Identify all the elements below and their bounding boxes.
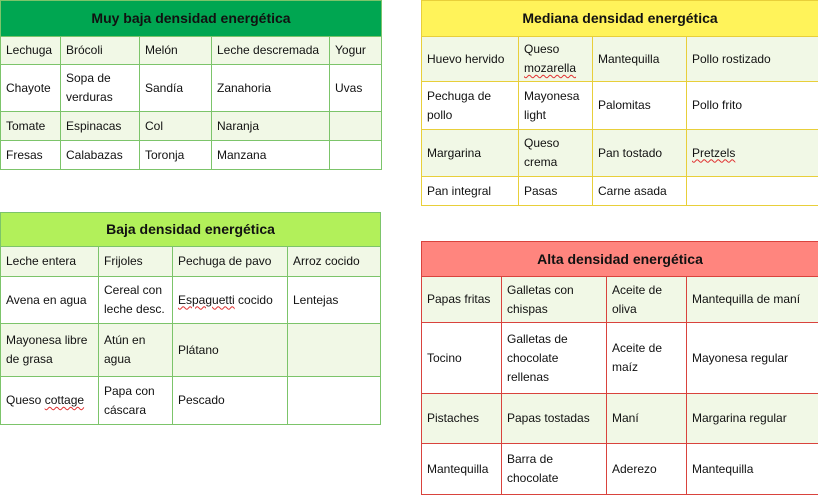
table-cell: Huevo hervido bbox=[422, 37, 519, 82]
table-cell: Pasas bbox=[519, 177, 593, 206]
table-row bbox=[422, 394, 818, 444]
table-row bbox=[422, 277, 818, 323]
table-row bbox=[1, 324, 381, 377]
table-cell bbox=[288, 324, 381, 377]
table-cell: Mayonesa regular bbox=[687, 323, 818, 394]
table-cell: Pollo rostizado bbox=[687, 37, 818, 82]
table-cell bbox=[330, 112, 382, 141]
table-cell: Aceite de oliva bbox=[607, 277, 687, 323]
table-title: Mediana densidad energética bbox=[422, 1, 818, 37]
table-alta-densidad bbox=[421, 241, 818, 495]
table-cell: Sandía bbox=[140, 65, 212, 112]
table-cell: Leche entera bbox=[1, 247, 99, 277]
table-cell: Cereal con leche desc. bbox=[99, 277, 173, 324]
table-muy-baja-densidad bbox=[0, 0, 382, 170]
table-cell bbox=[288, 377, 381, 425]
table-cell: Calabazas bbox=[61, 141, 140, 170]
table-cell: Pescado bbox=[173, 377, 288, 425]
table-row bbox=[422, 82, 818, 130]
table-cell: Col bbox=[140, 112, 212, 141]
table-cell: Papas tostadas bbox=[502, 394, 607, 444]
table-cell: Mayonesa libre de grasa bbox=[1, 324, 99, 377]
table-cell: Melón bbox=[140, 37, 212, 65]
table-row bbox=[422, 130, 818, 177]
table-row bbox=[1, 112, 382, 141]
table-cell: Mantequilla bbox=[422, 444, 502, 495]
table-cell: Plátano bbox=[173, 324, 288, 377]
table-row bbox=[1, 377, 381, 425]
table-cell: Espaguetti cocido bbox=[173, 277, 288, 324]
table-cell: Margarina regular bbox=[687, 394, 818, 444]
table-cell: Frijoles bbox=[99, 247, 173, 277]
table-cell: Zanahoria bbox=[212, 65, 330, 112]
table-cell: Galletas de chocolate rellenas bbox=[502, 323, 607, 394]
table-cell: Pistaches bbox=[422, 394, 502, 444]
table-cell: Mantequilla de maní bbox=[687, 277, 818, 323]
table-row bbox=[1, 247, 381, 277]
table-cell: Manzana bbox=[212, 141, 330, 170]
table-row bbox=[422, 323, 818, 394]
table-cell bbox=[687, 177, 818, 206]
table-cell: Fresas bbox=[1, 141, 61, 170]
table-cell: Yogur bbox=[330, 37, 382, 65]
table-cell: Queso cottage bbox=[1, 377, 99, 425]
table-title: Baja densidad energética bbox=[1, 213, 381, 247]
table-cell: Queso mozarella bbox=[519, 37, 593, 82]
table-cell: Mantequilla bbox=[687, 444, 818, 495]
table-cell: Pechuga de pavo bbox=[173, 247, 288, 277]
table-cell: Sopa de verduras bbox=[61, 65, 140, 112]
table-cell: Brócoli bbox=[61, 37, 140, 65]
table-cell: Chayote bbox=[1, 65, 61, 112]
table-cell: Barra de chocolate bbox=[502, 444, 607, 495]
table-cell: Queso crema bbox=[519, 130, 593, 177]
table-row bbox=[422, 37, 818, 82]
table-row bbox=[1, 37, 382, 65]
table-cell: Lentejas bbox=[288, 277, 381, 324]
table-cell: Tocino bbox=[422, 323, 502, 394]
table-cell: Papa con cáscara bbox=[99, 377, 173, 425]
table-cell: Arroz cocido bbox=[288, 247, 381, 277]
table-cell: Tomate bbox=[1, 112, 61, 141]
table-cell: Uvas bbox=[330, 65, 382, 112]
table-baja-densidad bbox=[0, 212, 381, 425]
table-cell: Lechuga bbox=[1, 37, 61, 65]
table-cell: Pan integral bbox=[422, 177, 519, 206]
table-cell: Mantequilla bbox=[593, 37, 687, 82]
table-cell bbox=[687, 130, 818, 177]
table-cell: Naranja bbox=[212, 112, 330, 141]
table-cell: Pollo frito bbox=[687, 82, 818, 130]
table-row bbox=[422, 444, 818, 495]
table-cell: Avena en agua bbox=[1, 277, 99, 324]
table-mediana-densidad bbox=[421, 0, 818, 206]
table-cell: Margarina bbox=[422, 130, 519, 177]
table-cell: Leche descremada bbox=[212, 37, 330, 65]
table-cell: Mayonesa light bbox=[519, 82, 593, 130]
table-cell: Aceite de maíz bbox=[607, 323, 687, 394]
table-cell: Galletas con chispas bbox=[502, 277, 607, 323]
table-cell: Maní bbox=[607, 394, 687, 444]
table-cell: Pechuga de pollo bbox=[422, 82, 519, 130]
table-cell: Toronja bbox=[140, 141, 212, 170]
table-row bbox=[1, 277, 381, 324]
table-title: Alta densidad energética bbox=[422, 242, 818, 277]
table-cell: Papas fritas bbox=[422, 277, 502, 323]
table-cell: Atún en agua bbox=[99, 324, 173, 377]
table-cell: Palomitas bbox=[593, 82, 687, 130]
spellcheck-flag: Espaguetti bbox=[178, 293, 235, 307]
table-cell: Pan tostado bbox=[593, 130, 687, 177]
table-row bbox=[422, 177, 818, 206]
table-row bbox=[1, 141, 382, 170]
spellcheck-flag: Pretzels bbox=[692, 146, 735, 160]
table-cell bbox=[330, 141, 382, 170]
table-title: Muy baja densidad energética bbox=[1, 1, 382, 37]
spellcheck-flag: cottage bbox=[45, 393, 84, 407]
table-cell: Carne asada bbox=[593, 177, 687, 206]
table-cell: Espinacas bbox=[61, 112, 140, 141]
table-row bbox=[1, 65, 382, 112]
table-cell: Aderezo bbox=[607, 444, 687, 495]
spellcheck-flag: mozarella bbox=[524, 61, 576, 75]
